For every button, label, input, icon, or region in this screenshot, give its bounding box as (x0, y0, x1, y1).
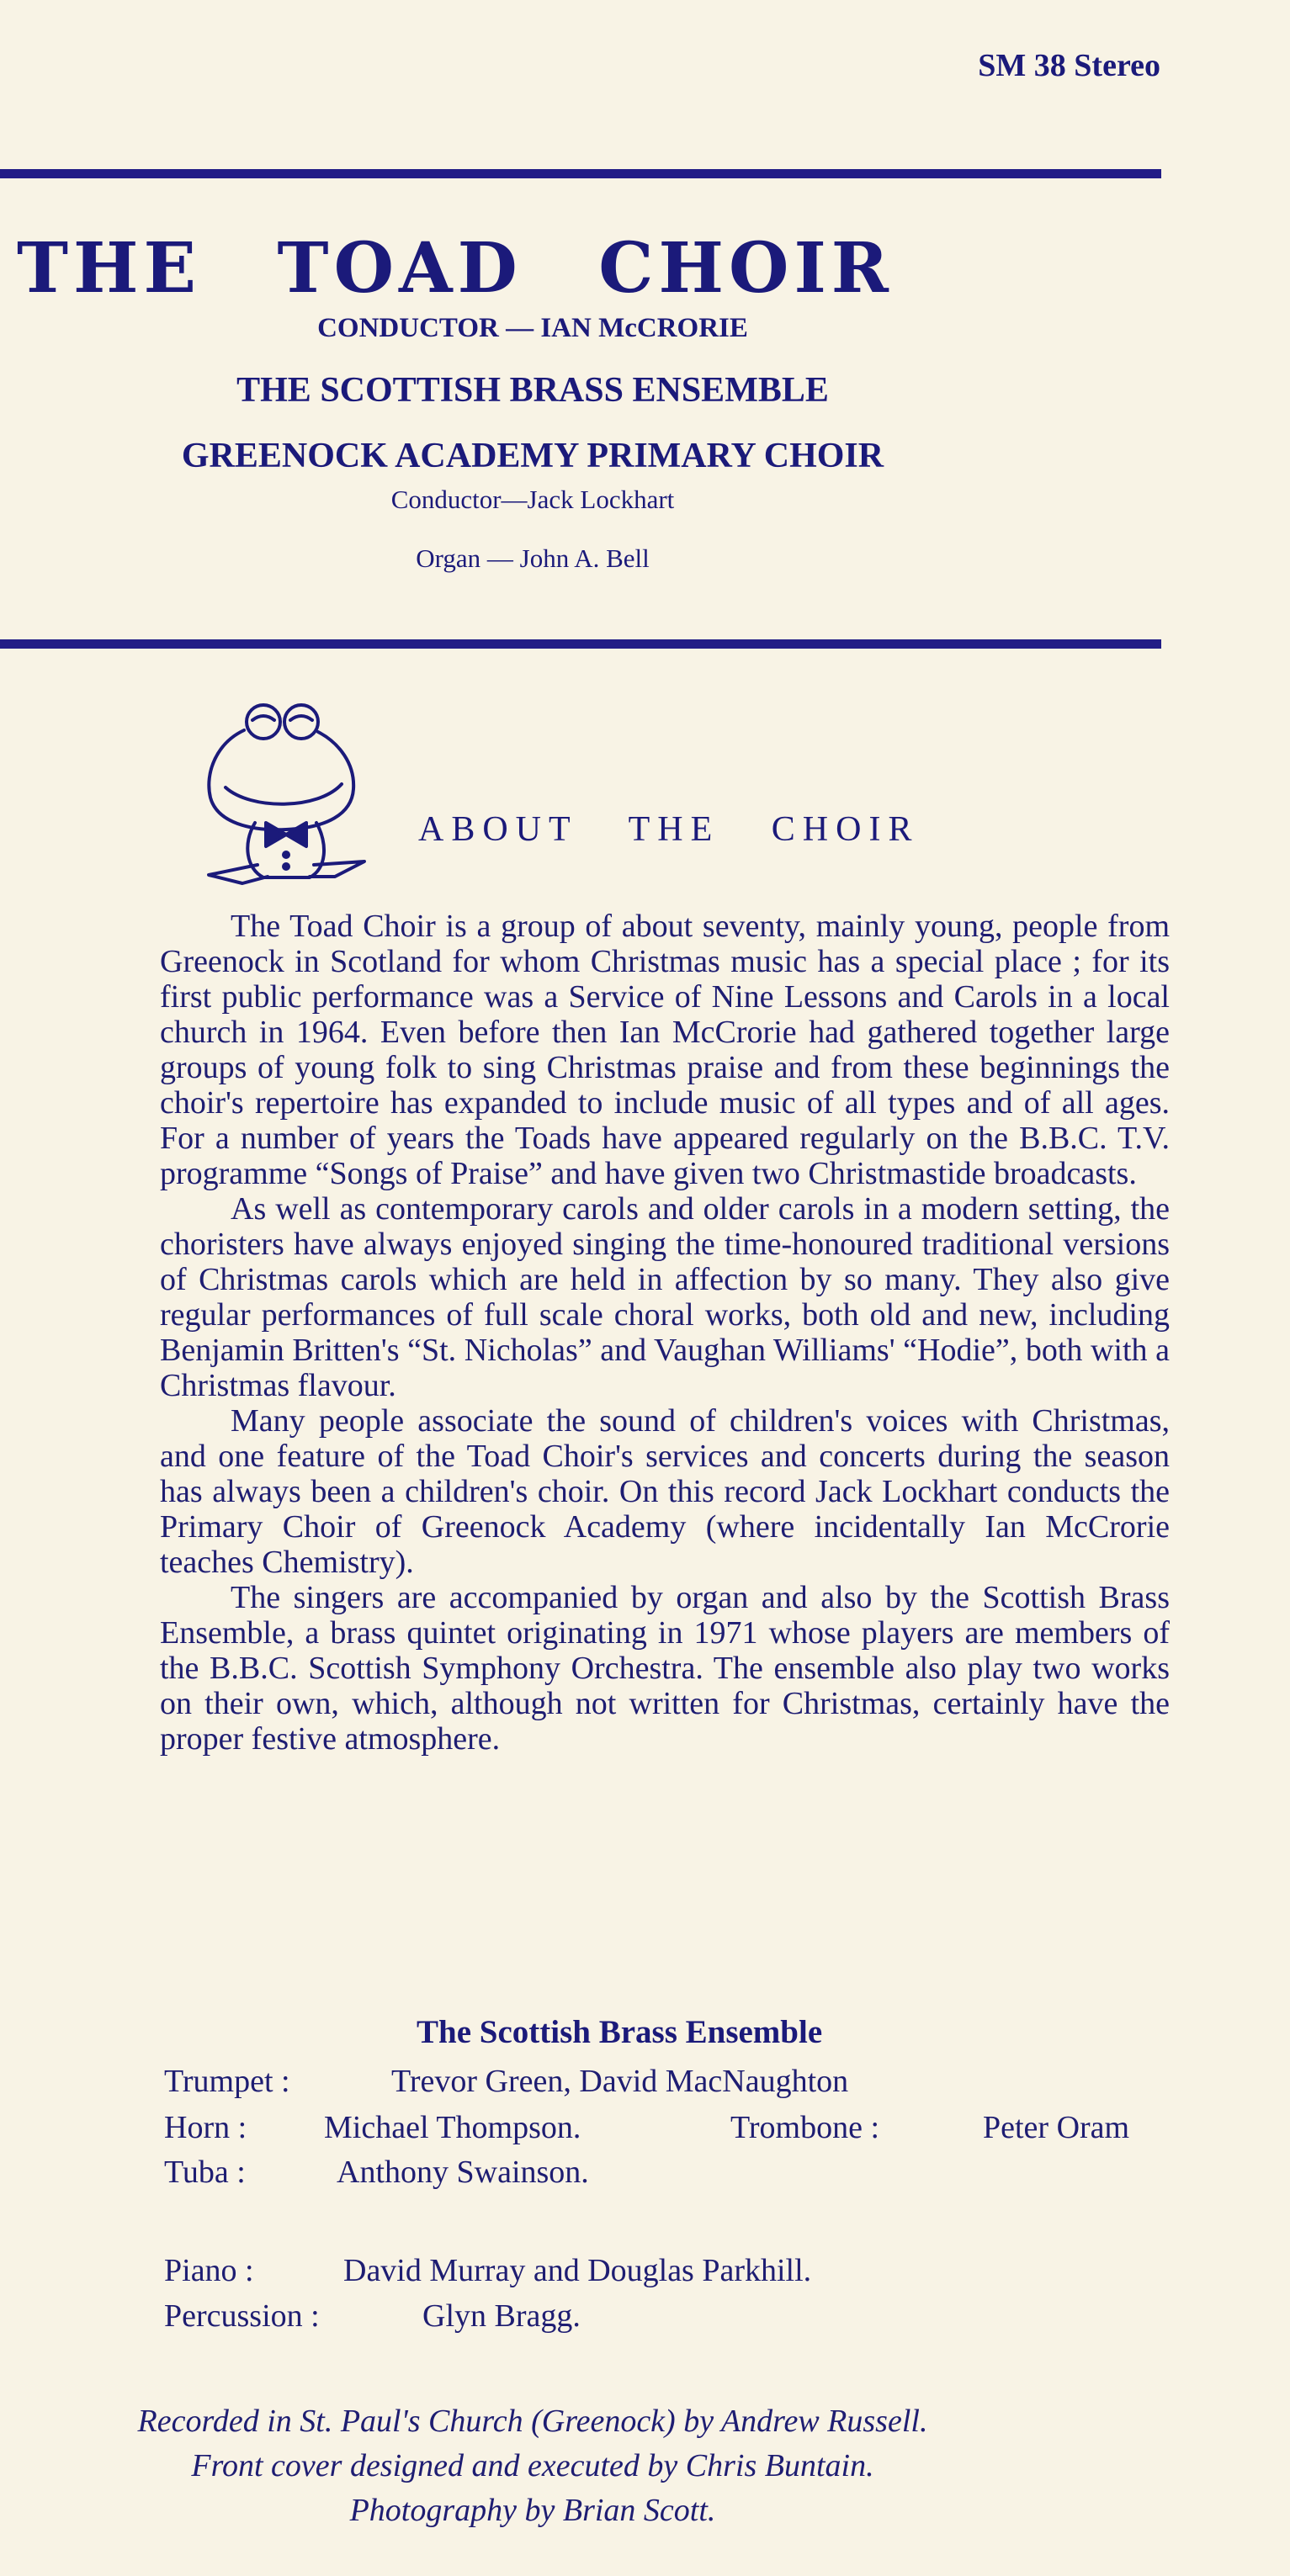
tuba-name: Anthony Swainson. (337, 2155, 589, 2190)
toad-mascot-icon (192, 697, 381, 886)
credits (0, 2399, 1065, 2533)
bottom-rule (0, 639, 1161, 649)
credit-cover: Front cover designed and executed by Chris Buntain. (191, 2448, 874, 2483)
credit-recording: Recorded in St. Paul's Church (Greenock) by Andrew Russell. (137, 2404, 928, 2439)
brass-ensemble-line: THE SCOTTISH BRASS ENSEMBLE (236, 371, 829, 410)
credit-photography: Photography by Brian Scott. (349, 2493, 716, 2528)
catalog-number: SM 38 Stereo (978, 48, 1160, 83)
trombone-name: Peter Oram (983, 2110, 1130, 2145)
primary-choir-line: GREENOCK ACADEMY PRIMARY CHOIR (181, 437, 884, 475)
about-paragraph-2: As well as contemporary carols and older carols in a modern setting, the choristers have always enjoyed singing the time-honoured traditional versions of Christmas carols which are held in affection by so many. They also give regular performances of full scale choral works, both old and new, including Benjamin Britten's “St. Nicholas” and Vaughan Williams' “Hodie”, both with a Christmas flavour. (160, 1191, 1170, 1403)
percussion-name: Glyn Bragg. (422, 2298, 581, 2334)
piano-names: David Murray and Douglas Parkhill. (343, 2253, 812, 2288)
page-title: THE TOAD CHOIR (17, 228, 894, 309)
horn-label: Horn : (164, 2110, 247, 2145)
about-paragraph-1: The Toad Choir is a group of about seventy, mainly young, people from Greenock in Scotland for whom Christmas music has a special place ; for its first public performance was a Service of Nine Lessons and Carols in a local church in 1964. Even before then Ian McCrorie had gathered together large groups of young folk to sing Christmas praise and from these beginnings the choir's repertoire has expanded to include music of all types and of all ages. For a number of years the Toads have appeared regularly on the B.B.C. T.V. programme “Songs of Praise” and have given two Christmastide broadcasts. (160, 909, 1170, 1191)
top-rule (0, 169, 1161, 178)
tuba-label: Tuba : (164, 2155, 246, 2190)
trumpet-label: Trumpet : (164, 2064, 290, 2099)
primary-conductor-line: Conductor—Jack Lockhart (390, 485, 675, 514)
trumpet-names: Trevor Green, David MacNaughton (391, 2064, 849, 2099)
organ-line: Organ — John A. Bell (416, 543, 650, 573)
trombone-label: Trombone : (730, 2110, 880, 2145)
piano-label: Piano : (164, 2253, 254, 2288)
horn-name: Michael Thompson. (324, 2110, 581, 2145)
about-paragraph-4: The singers are accompanied by organ and also by the Scottish Brass Ensemble, a brass quintet originating in 1971 whose players are members of the B.B.C. Scottish Symphony Orchestra. The ensemble also play two works on their own, which, although not written for Christmas, certainly have the proper festive atmosphere. (160, 1580, 1170, 1757)
about-heading: ABOUT THE CHOIR (418, 810, 920, 849)
about-paragraph-3: Many people associate the sound of children's voices with Christmas, and one feature of the Toad Choir's services and concerts during the season has always been a children's choir. On this record Jack Lockhart conducts the Primary Choir of Greenock Academy (where incidentally Ian McCrorie teaches Chemistry). (160, 1403, 1170, 1580)
about-body (160, 909, 1170, 1757)
percussion-label: Percussion : (164, 2298, 320, 2334)
conductor-line: CONDUCTOR — IAN McCRORIE (317, 313, 748, 343)
ensemble-title: The Scottish Brass Ensemble (417, 2014, 823, 2050)
